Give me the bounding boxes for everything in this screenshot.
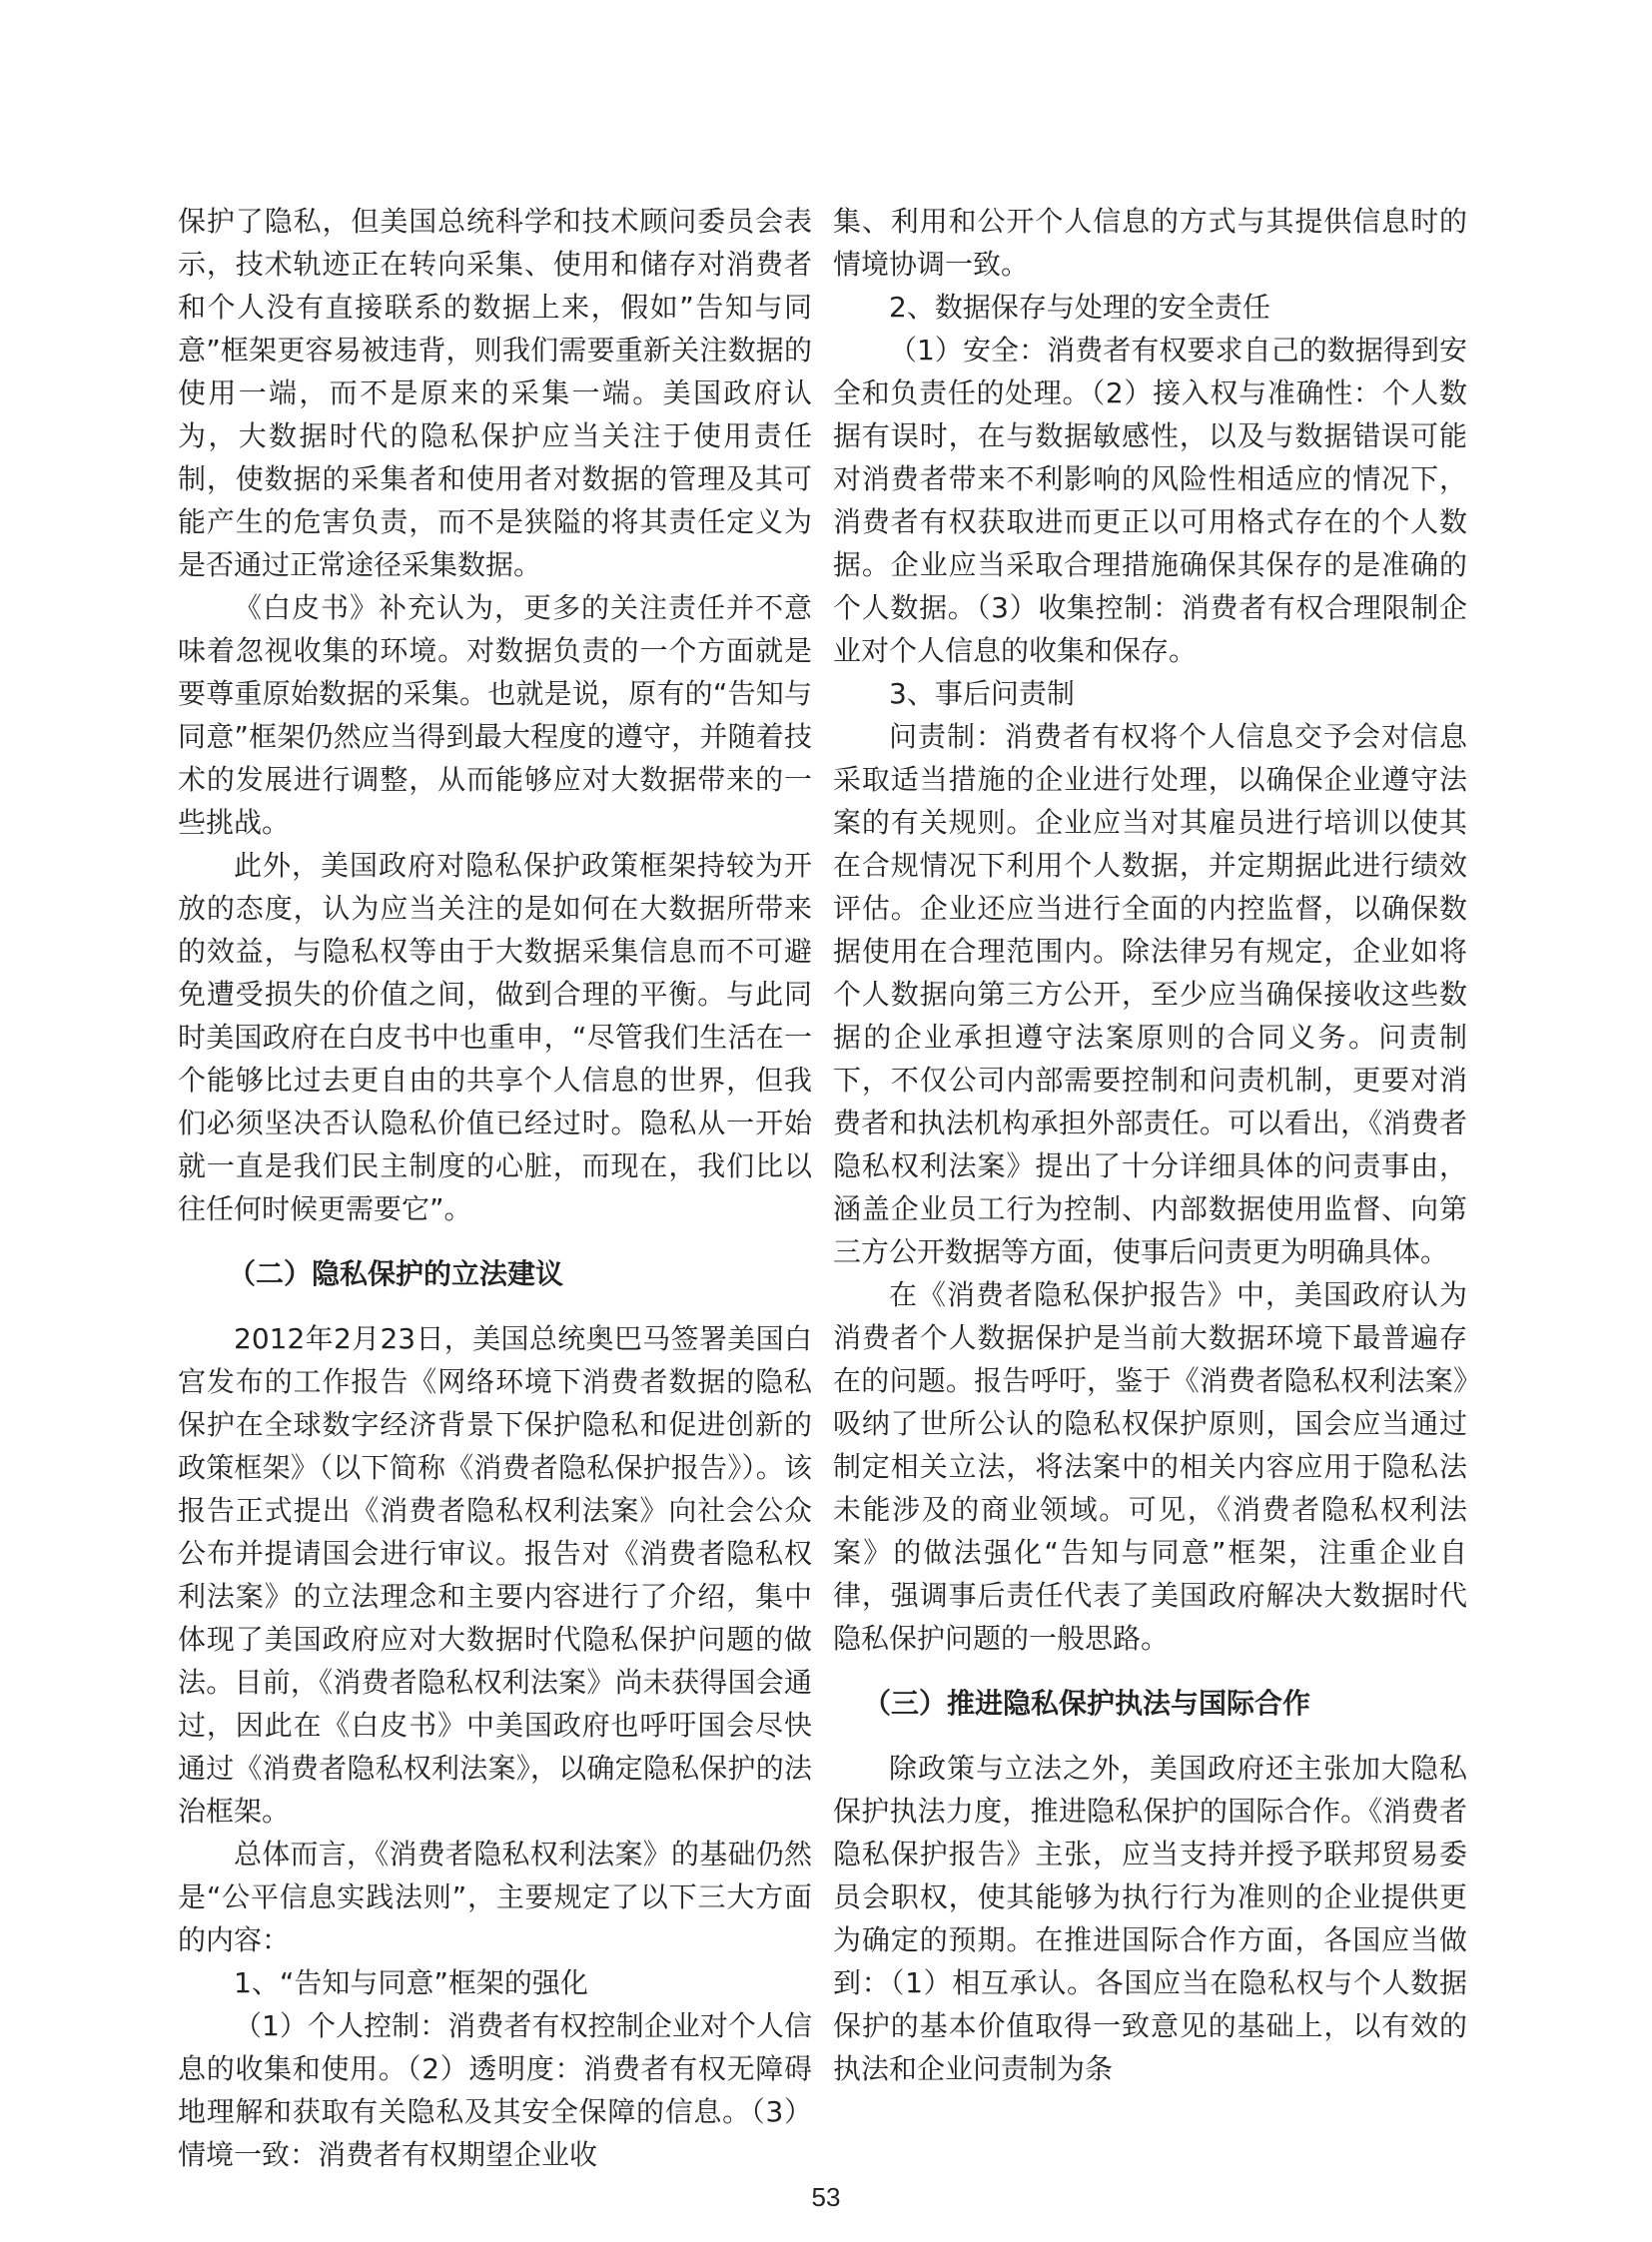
page-number: 53 xyxy=(811,2182,841,2212)
paragraph: 保护了隐私，但美国总统科学和技术顾问委员会表示，技术轨迹正在转向采集、使用和储存对消费者和个人没有直接联系的数据上来，假如”告知与同意”框架更容易被违背，则我们需要重新关注数据的使用一端，而不是原来的采集一端。美国政府认为，大数据时代的隐私保护应当关注于使用责任制，使数据的采集者和使用者对数据的管理及其可能产生的危害负责，而不是狭隘的将其责任定义为是否通过正常途径采集数据。 xyxy=(178,205,812,581)
paragraph: 集、利用和公开个人信息的方式与其提供信息时的情境协调一致。 xyxy=(833,205,1467,281)
paragraph: 《白皮书》补充认为，更多的关注责任并不意味着忽视收集的环境。对数据负责的一个方面就是要尊重原始数据的采集。也就是说，原有的“告知与同意”框架仍然应当得到最大程度的遵守，并随着技术的发展进行调整，从而能够应对大数据带来的一些挑战。 xyxy=(178,591,812,839)
paragraph: 问责制：消费者有权将个人信息交予会对信息采取适当措施的企业进行处理，以确保企业遵守法案的有关规则。企业应当对其雇员进行培训以使其在合规情况下利用个人数据，并定期据此进行绩效评估。企业还应当进行全面的内控监督，以确保数据使用在合理范围内。除法律另有规定，企业如将个人数据向第三方公开，至少应当确保接收这些数据的企业承担遵守法案原则的合同义务。问责制下，不仅公司内部需要控制和问责机制，更要对消费者和执法机构承担外部责任。可以看出，《消费者隐私权利法案》提出了十分详细具体的问责事由，涵盖企业员工行为控制、内部数据使用监督、向第三方公开数据等方面，使事后问责更为明确具体。 xyxy=(833,720,1467,1268)
paragraph: 此外，美国政府对隐私保护政策框架持较为开放的态度，认为应当关注的是如何在大数据所带来的效益，与隐私权等由于大数据采集信息而不可避免遭受损失的价值之间，做到合理的平衡。与此同时美国政府在白皮书中也重申，“尽管我们生活在一个能够比过去更自由的共享个人信息的世界，但我们必须坚决否认隐私价值已经过时。隐私从一开始就一直是我们民主制度的心脏，而现在，我们比以往任何时候更需要它”。 xyxy=(178,849,812,1225)
paragraph: 2012年2月23日，美国总统奥巴马签署美国白宫发布的工作报告《网络环境下消费者数据的隐私保护在全球数字经济背景下保护隐私和促进创新的政策框架》（以下简称《消费者隐私保护报告》）。该报告正式提出《消费者隐私权利法案》向社会公众公布并提请国会进行审议。报告对《消费者隐私权利法案》的立法理念和主要内容进行了介绍，集中体现了美国政府应对大数据时代隐私保护问题的做法。目前，《消费者隐私权利法案》尚未获得国会通过，因此在《白皮书》中美国政府也呼吁国会尽快通过《消费者隐私权利法案》，以确定隐私保护的法治框架。 xyxy=(178,1322,812,1828)
paragraph: 除政策与立法之外，美国政府还主张加大隐私保护执法力度，推进隐私保护的国际合作。《消费者隐私保护报告》主张，应当支持并授予联邦贸易委员会职权，使其能够为执行行为准则的企业提供更为确定的预期。在推进国际合作方面，各国应当做到：（1）相互承认。各国应当在隐私权与个人数据保护的基本价值取得一致意见的基础上，以有效的执法和企业问责制为条 xyxy=(833,1752,1467,2085)
left-column xyxy=(178,200,812,2176)
paragraph: 总体而言，《消费者隐私权利法案》的基础仍然是“公平信息实践法则”，主要规定了以下三大方面的内容： xyxy=(178,1838,812,1956)
subheading-data-security: 2、数据保存与处理的安全责任 xyxy=(889,291,1270,324)
subheading-accountability: 3、事后问责制 xyxy=(889,677,1075,710)
right-column xyxy=(833,200,1467,2090)
section-heading-legislation: （二）隐私保护的立法建议 xyxy=(228,1257,564,1290)
paragraph: （1）安全：消费者有权要求自己的数据得到安全和负责任的处理。（2）接入权与准确性：个人数据有误时，在与数据敏感性，以及与数据错误可能对消费者带来不利影响的风险性相适应的情况下，消费者有权获取进而更正以可用格式存在的个人数据。企业应当采取合理措施确保其保存的是准确的个人数据。（3）收集控制：消费者有权合理限制企业对个人信息的收集和保存。 xyxy=(833,334,1467,667)
paragraph: 在《消费者隐私保护报告》中，美国政府认为消费者个人数据保护是当前大数据环境下最普遍存在的问题。报告呼吁，鉴于《消费者隐私权利法案》吸纳了世所公认的隐私权保护原则，国会应当通过制定相关立法，将法案中的相关内容应用于隐私法未能涉及的商业领域。可见，《消费者隐私权利法案》的做法强化“告知与同意”框架，注重企业自律，强调事后责任代表了美国政府解决大数据时代隐私保护问题的一般思路。 xyxy=(833,1278,1467,1655)
section-heading-enforcement: （三）推进隐私保护执法与国际合作 xyxy=(863,1687,1311,1720)
subheading-notice-consent: 1、“告知与同意”框架的强化 xyxy=(234,1966,588,1999)
paragraph: （1）个人控制：消费者有权控制企业对个人信息的收集和使用。（2）透明度：消费者有权无障碍地理解和获取有关隐私及其安全保障的信息。（3）情境一致：消费者有权期望企业收 xyxy=(178,2009,812,2171)
